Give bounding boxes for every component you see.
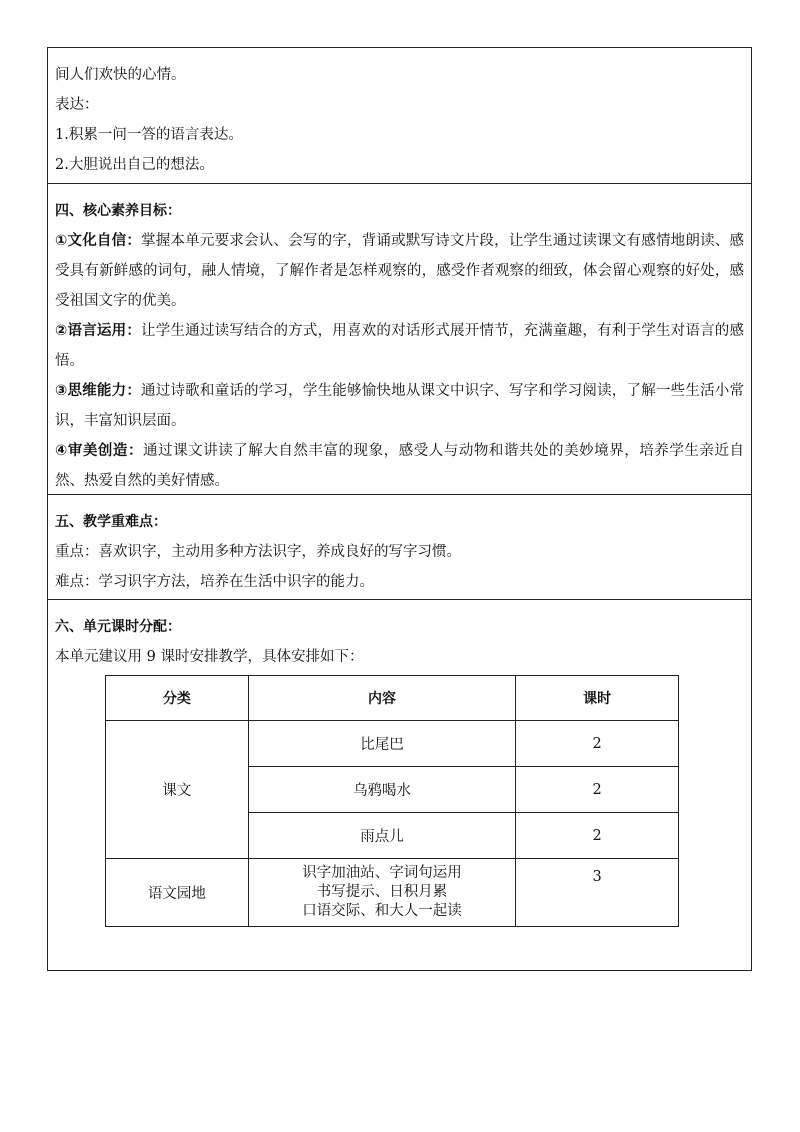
hours-cell: 3 (516, 859, 679, 927)
table-row (106, 859, 679, 927)
text-line: 难点：学习识字方法，培养在生活中识字的能力。 (55, 574, 374, 590)
goal-text: 让学生通过读写结合的方式，用喜欢的对话形式展开情节，充满童趣，有利于学生对语言的感悟。 (55, 323, 744, 369)
document-frame (47, 47, 752, 971)
table-row (106, 721, 679, 767)
section-expression (48, 48, 751, 184)
section-hours-allocation (48, 600, 751, 970)
content-line: 书写提示、日积月累 (316, 884, 448, 900)
table-header-row (106, 676, 679, 721)
text-line: 间人们欢快的心情。 (55, 67, 186, 83)
text-line: 表达： (55, 97, 99, 113)
goal-item (55, 226, 744, 316)
section-key-difficulties (48, 495, 751, 600)
content-cell: 比尾巴 (248, 721, 516, 767)
header-content: 内容 (248, 676, 516, 721)
text-line: 2.大胆说出自己的想法。 (55, 157, 214, 173)
header-category: 分类 (106, 676, 249, 721)
content-cell: 雨点儿 (248, 813, 516, 859)
category-cell: 课文 (106, 721, 249, 859)
section-heading: 四、核心素养目标： (55, 203, 181, 219)
text-line: 1.积累一问一答的语言表达。 (55, 127, 243, 143)
content-line: 识字加油站、字词句运用 (302, 865, 462, 881)
category-cell: 语文园地 (106, 859, 249, 927)
intro-text: 本单元建议用 9 课时安排教学，具体安排如下： (55, 649, 364, 665)
goal-text: 掌握本单元要求会认、会写的字，背诵或默写诗文片段，让学生通过读课文有感情地朗读、感受具有新鲜感的词句，融人情境，了解作者是怎样观察的，感受作者观察的细致，体会留心观察的好处，感受祖国文字的优美。 (55, 233, 744, 309)
section-heading: 五、教学重难点： (55, 514, 167, 530)
hours-cell: 2 (516, 813, 679, 859)
hours-cell: 2 (516, 721, 679, 767)
content-cell-multiline (248, 859, 516, 927)
section-heading: 六、单元课时分配： (55, 619, 181, 635)
hours-table (105, 675, 679, 927)
hours-cell: 2 (516, 767, 679, 813)
goal-item (55, 376, 744, 436)
header-hours: 课时 (516, 676, 679, 721)
goal-lead: ④审美创造： (55, 443, 144, 459)
content-line: 口语交际、和大人一起读 (302, 903, 462, 919)
content-cell: 乌鸦喝水 (248, 767, 516, 813)
goal-text: 通过课文讲读了解大自然丰富的现象，感受人与动物和谐共处的美妙境界，培养学生亲近自然、热爱自然的美好情感。 (55, 443, 744, 489)
goal-lead: ②语言运用： (55, 323, 142, 339)
goal-item (55, 436, 744, 496)
text-line: 重点：喜欢识字，主动用多种方法识字，养成良好的写字习惯。 (55, 544, 461, 560)
section-core-goals (48, 184, 751, 495)
goal-lead: ③思维能力： (55, 383, 142, 399)
goal-text: 通过诗歌和童话的学习，学生能够愉快地从课文中识字、写字和学习阅读，了解一些生活小常识，丰富知识层面。 (55, 383, 744, 429)
goal-lead: ①文化自信： (55, 233, 142, 249)
goal-item (55, 316, 744, 376)
